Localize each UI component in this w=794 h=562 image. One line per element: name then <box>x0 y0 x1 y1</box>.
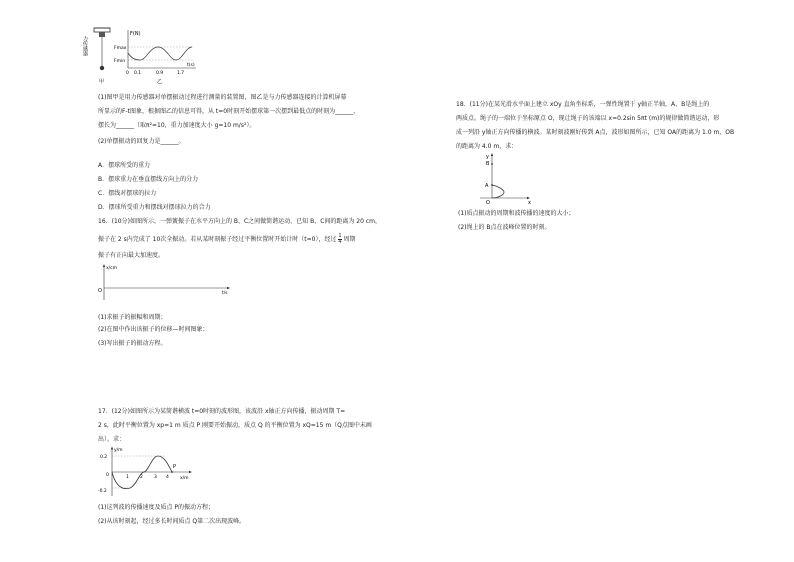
q18-line3: 成一列沿 y轴正方向传播的横波。某时刻波刚好传到 A点，波形如图所示，已知 OA的距离为 1.0 m，OB <box>456 129 735 136</box>
q17-ytick-neg: -0.2 <box>98 489 107 494</box>
qmain-line2: 所显示的F-t图象，根据图乙的信息可得，从 t=0时刻开始摆球第一次摆到最低点的时刻为______， <box>98 108 360 115</box>
q17-axis-y: y/m <box>114 448 123 453</box>
option-c: C．摆线对摆球的拉力 <box>98 190 157 197</box>
q16-sub1: (1)求振子的振幅和周期； <box>98 314 167 321</box>
point-b-marker <box>491 163 493 165</box>
q17-line3: 出）。求： <box>98 436 126 443</box>
graph-t-label: t(s) <box>187 63 195 68</box>
q16-line2 <box>98 234 356 245</box>
q16-frac-den: 4 <box>338 239 342 245</box>
graph-fmax-label: Fmax <box>114 46 127 51</box>
q17-xtick-1: 1 <box>126 475 129 480</box>
qmain-line4: (2)单摆振动的回复力是______。 <box>98 138 185 145</box>
option-a: A．摆球所受的重力 <box>98 162 151 169</box>
q16-graph <box>96 262 236 306</box>
point-p-marker <box>171 471 173 473</box>
q16-line3: 振子有正向最大加速度。 <box>98 252 165 259</box>
q16-sub3: (3)写出振子的振动方程。 <box>98 340 167 347</box>
tick-17: 1.7 <box>177 71 185 76</box>
q17-line1: 17．(12分)如图所示为某简谐横波 t=0时刻的波形图，该波沿 x轴正方向传播，振动周期 T= <box>98 408 346 415</box>
q16-line2-tail: 周期 <box>343 236 356 243</box>
q16-sub2: (2)在图中作出该振子的位移—时间图象； <box>98 326 209 333</box>
q18-sub1: (1)质点振动的周期和波传播的速度的大小； <box>458 210 575 217</box>
q17-line2: 2 s，此时平衡位置为 xp=1 m 质点 P 刚要开始振动，质点 Q 的平衡位置为 xQ=15 m（Q点图中未画 <box>98 422 372 429</box>
tick-09: 0.9 <box>156 71 164 76</box>
q17-point-p: P <box>173 464 177 470</box>
q16-fraction <box>338 234 341 245</box>
fig-jia-label: 甲 <box>99 79 105 85</box>
graph-y-label: F(N) <box>130 31 141 37</box>
q16-line1: 16．(10分)如图所示，一弹簧振子在水平方向上的 B、C之间做简谐运动，已知 B、C间的距离为 20 cm， <box>98 218 381 225</box>
wave-curve <box>112 456 172 489</box>
q16-line2-text: 振子在 2 s内完成了 10次全振动。若从某时刻振子经过平衡位置时开始计时（t=0），经过 <box>98 236 337 243</box>
sensor-ceiling <box>94 28 110 32</box>
sensor-label: 力传感器 <box>82 36 88 56</box>
fig-force-sensor-graph <box>84 26 204 88</box>
q17-sub2: (2)从该时刻起，经过多长时间质点 Q第二次出现波峰。 <box>98 518 246 525</box>
sensor-box <box>99 32 105 37</box>
q16-axis-y: x/cm <box>106 266 118 271</box>
q18-axis-x: x <box>528 200 531 206</box>
q16-axis-x: t/s <box>222 291 228 296</box>
q18-line4: 的距离为 4.0 m，求： <box>456 143 518 150</box>
q18-line2: 两质点。绳子的一端位于坐标原点 O，现让绳子的该端以 x=0.2sin 5πt (m)的规律做简谐运动，形 <box>456 115 720 122</box>
q17-ytick-zero: 0 <box>106 473 109 478</box>
q17-ytick-pos: 0.2 <box>100 455 108 460</box>
qmain-line3: 摆长为______（取π²=10，重力加速度大小 g=10 m/s²）。 <box>98 122 256 129</box>
q17-sub1: (1)这列波的传播速度及质点 P的振动方程； <box>98 504 215 511</box>
q16-frac-num: 1 <box>338 233 342 239</box>
q16-origin: O <box>98 288 102 294</box>
q17-xtick-4: 4 <box>166 475 169 480</box>
graph-fmin-label: Fmin <box>114 59 126 64</box>
string-wave-curve <box>492 185 504 198</box>
q18-string-graph <box>474 150 534 206</box>
q17-axis-x: x/m <box>180 476 189 481</box>
option-d: D．摆球所受重力和摆线对摆球拉力的合力 <box>98 204 211 211</box>
tick-01: 0.1 <box>134 71 142 76</box>
q18-label-a: A <box>485 183 489 189</box>
force-curve <box>128 47 192 60</box>
q17-wave-graph <box>96 446 196 498</box>
tick-0: 0 <box>126 71 129 76</box>
q18-line1: 18．(11分)在某光滑水平面上建立 xOy 直角坐标系，一弹性绳置于 y轴正半轴，A、B是绳上的 <box>456 101 710 108</box>
q17-xtick-2: 2 <box>140 475 143 480</box>
q18-axis-y: y <box>486 154 489 160</box>
q18-label-b: B <box>486 161 490 167</box>
option-b: B．摆球重力在垂直摆线方向上的分力 <box>98 176 199 183</box>
fig-yi-label: 乙 <box>157 79 163 85</box>
q18-sub2: (2)绳上的 B点在波峰位置的时刻。 <box>458 224 551 231</box>
qmain-line1: (1)图甲是用力传感器对单摆振动过程进行测量的装置图，图乙是与力传感器连接的计算机屏幕 <box>98 94 347 101</box>
pendulum-bob <box>100 66 104 70</box>
q17-xtick-3: 3 <box>154 475 157 480</box>
q18-origin: O <box>486 200 490 206</box>
